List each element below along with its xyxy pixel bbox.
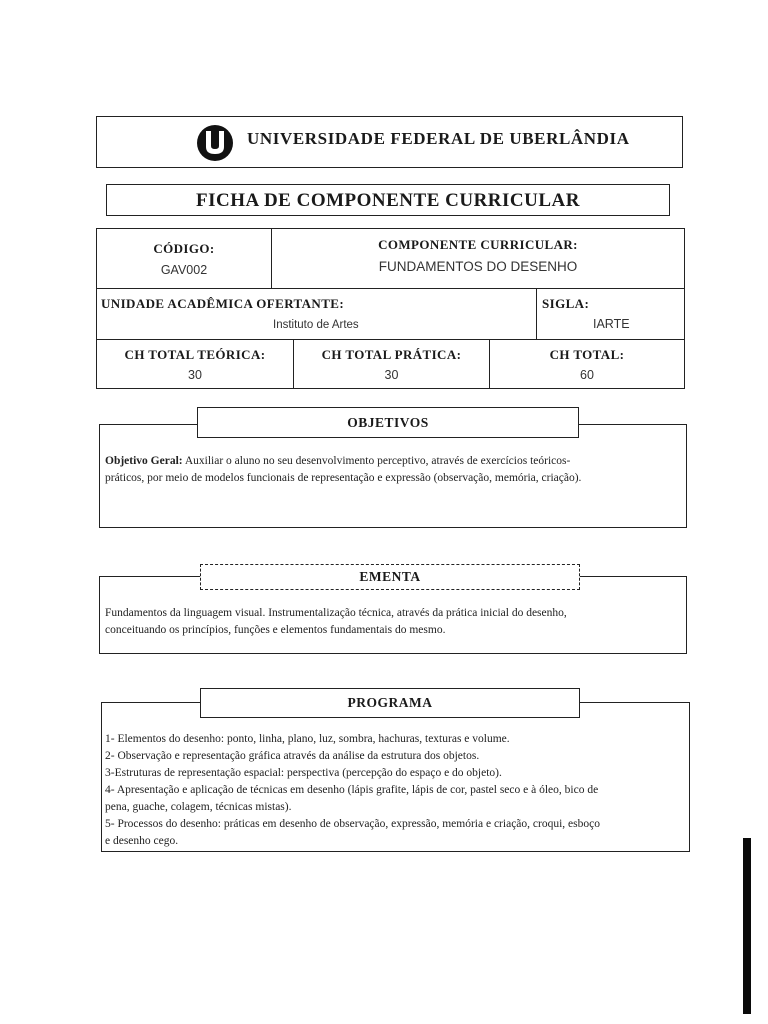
ch-pratica-label: CH TOTAL PRÁTICA: (321, 347, 462, 362)
sigla-label: SIGLA: (542, 296, 590, 311)
ch-teorica-label: CH TOTAL TEÓRICA: (124, 347, 266, 362)
codigo-label: CÓDIGO: (153, 241, 215, 256)
ementa-title: EMENTA (200, 564, 580, 590)
ementa-line-1: Fundamentos da linguagem visual. Instrumentalização técnica, através da prática inicial do desenho, (105, 607, 567, 619)
programa-text (105, 731, 687, 850)
ch-total-cell (489, 339, 685, 389)
componente-cell (271, 228, 685, 289)
sigla-cell (536, 288, 685, 340)
university-header (96, 116, 683, 168)
sigla-value: IARTE (593, 317, 630, 331)
ch-teorica-cell (96, 339, 294, 389)
codigo-cell (96, 228, 272, 289)
programa-line-7: e desenho cego. (105, 835, 179, 847)
codigo-value: GAV002 (160, 263, 208, 277)
unidade-value: Instituto de Artes (273, 319, 359, 331)
ufu-logo-icon (194, 123, 236, 163)
ementa-text (105, 605, 683, 639)
form-title-box (106, 184, 670, 216)
university-name: UNIVERSIDADE FEDERAL DE UBERLÂNDIA (247, 129, 630, 148)
objetivos-box (99, 424, 687, 528)
objetivos-line-2: práticos, por meio de modelos funcionais de representação e expressão (observação, memória, criação). (105, 472, 582, 484)
programa-line-2: 2- Observação e representação gráfica através da análise da estrutura dos objetos. (105, 750, 480, 762)
unidade-cell (96, 288, 537, 340)
objetivos-text (105, 453, 683, 487)
objetivos-line-1: Auxiliar o aluno no seu desenvolvimento perceptivo, através de exercícios teóricos- (184, 455, 571, 467)
ch-total-label: CH TOTAL: (549, 347, 625, 362)
componente-label: COMPONENTE CURRICULAR: (378, 237, 578, 252)
programa-title: PROGRAMA (200, 688, 580, 718)
ementa-line-2: conceituando os princípios, funções e elementos fundamentais do mesmo. (105, 624, 446, 636)
ch-teorica-value: 30 (188, 368, 202, 382)
programa-line-1: 1- Elementos do desenho: ponto, linha, plano, luz, sombra, hachuras, texturas e volume. (105, 733, 510, 745)
form-title: FICHA DE COMPONENTE CURRICULAR (196, 190, 580, 211)
componente-value: FUNDAMENTOS DO DESENHO (378, 259, 578, 274)
programa-box (101, 702, 690, 852)
programa-line-3: 3-Estruturas de representação espacial: perspectiva (percepção do espaço e do objeto). (105, 767, 502, 779)
ch-pratica-cell (293, 339, 490, 389)
objetivo-geral-lead: Objetivo Geral: (105, 455, 183, 467)
scan-edge-mark (743, 838, 751, 1014)
ch-pratica-value: 30 (384, 368, 399, 382)
programa-line-6: 5- Processos do desenho: práticas em desenho de observação, expressão, memória e criação, croqui, esboço (105, 818, 600, 830)
ch-total-value: 60 (580, 368, 594, 382)
programa-line-5: pena, guache, colagem, técnicas mistas). (105, 801, 292, 813)
objetivos-title: OBJETIVOS (197, 407, 579, 438)
programa-line-4: 4- Apresentação e aplicação de técnicas em desenho (lápis grafite, lápis de cor, pastel seco e à óleo, bico de (105, 784, 599, 796)
unidade-label: UNIDADE ACADÊMICA OFERTANTE: (101, 296, 345, 311)
